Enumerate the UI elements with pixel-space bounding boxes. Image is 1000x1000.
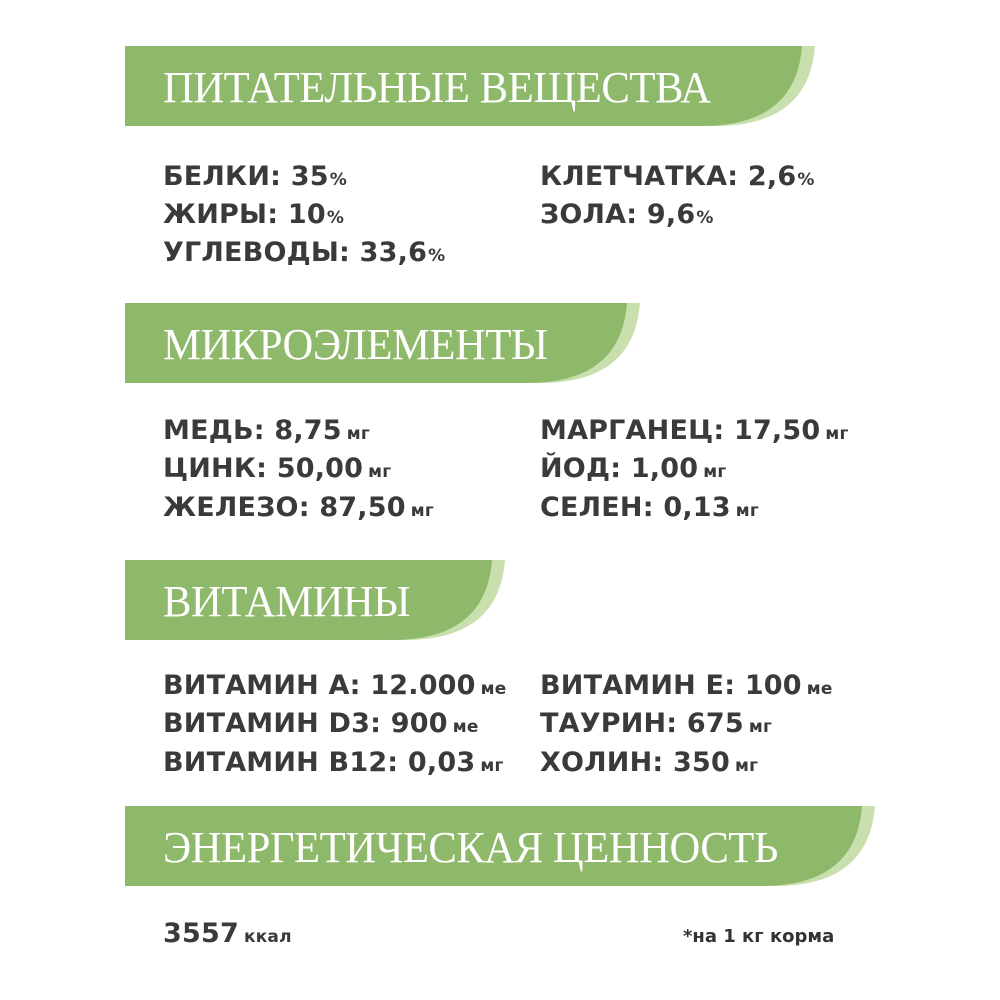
banner-energy	[125, 806, 875, 886]
energy-footnote: *на 1 кг корма	[683, 926, 835, 947]
nutrient-label: ЗОЛА:	[540, 199, 638, 230]
section-title-nutrients: ПИТАТЕЛЬНЫЕ ВЕЩЕСТВА	[163, 63, 711, 112]
nutrient-item	[163, 200, 344, 233]
microelement-value: 1,00	[630, 453, 699, 484]
microelement-label: СЕЛЕН:	[540, 492, 654, 523]
microelement-value: 0,13	[663, 492, 731, 523]
energy-value-line	[163, 919, 292, 952]
vitamin-unit: ме	[452, 717, 479, 737]
microelement-unit: мг	[825, 424, 849, 444]
vitamin-value: 100	[744, 670, 802, 701]
vitamin-item	[540, 748, 758, 781]
microelement-value: 17,50	[733, 415, 821, 446]
section-title-microelements: МИКРОЭЛЕМЕНТЫ	[163, 320, 548, 369]
banner-nutrients	[125, 46, 815, 126]
vitamin-value: 0,03	[407, 747, 476, 778]
vitamin-label: ВИТАМИН D3:	[163, 708, 382, 739]
vitamin-value: 350	[673, 747, 730, 778]
nutrient-value: 33,6	[359, 237, 428, 268]
nutrient-unit: %	[428, 246, 446, 266]
microelement-unit: мг	[368, 462, 392, 482]
banner-vitamins	[125, 560, 505, 640]
nutrient-unit: %	[797, 170, 815, 190]
microelement-item	[163, 416, 370, 449]
vitamin-value: 12.000	[370, 670, 476, 701]
nutrient-item	[540, 162, 815, 195]
nutrient-label: КЛЕТЧАТКА:	[540, 161, 739, 192]
vitamin-label: ТАУРИН:	[540, 708, 678, 739]
nutrient-value: 9,6	[646, 199, 696, 230]
microelement-unit: мг	[346, 424, 370, 444]
nutrient-unit: %	[329, 170, 347, 190]
microelement-label: ЦИНК:	[163, 453, 268, 484]
nutrient-value: 2,6	[747, 161, 797, 192]
vitamin-value: 675	[686, 708, 744, 739]
microelement-item	[540, 416, 849, 449]
vitamin-label: ХОЛИН:	[540, 747, 664, 778]
microelement-label: ЙОД:	[540, 453, 622, 484]
microelement-item	[540, 454, 726, 487]
vitamin-label: ВИТАМИН А:	[163, 670, 361, 701]
nutrient-item	[163, 162, 347, 195]
nutrient-unit: %	[696, 208, 714, 228]
section-title-energy: ЭНЕРГЕТИЧЕСКАЯ ЦЕННОСТЬ	[163, 823, 778, 872]
vitamin-item	[540, 671, 833, 704]
nutrient-value: 10	[287, 199, 326, 230]
vitamin-label: ВИТАМИН Е:	[540, 670, 736, 701]
banner-microelements	[125, 303, 640, 383]
microelement-value: 8,75	[274, 415, 342, 446]
nutrient-item	[540, 200, 714, 233]
vitamin-label: ВИТАМИН В12:	[163, 747, 399, 778]
section-title-vitamins: ВИТАМИНЫ	[163, 577, 411, 626]
vitamin-value: 900	[390, 708, 448, 739]
microelement-item	[540, 493, 759, 526]
vitamin-item	[163, 748, 504, 781]
microelement-label: ЖЕЛЕЗО:	[163, 492, 310, 523]
vitamin-item	[540, 709, 772, 742]
microelement-value: 87,50	[319, 492, 406, 523]
nutrient-value: 35	[290, 161, 329, 192]
nutrient-label: УГЛЕВОДЫ:	[163, 237, 351, 268]
microelement-item	[163, 454, 391, 487]
vitamin-item	[163, 671, 506, 704]
microelement-unit: мг	[735, 501, 759, 521]
vitamin-unit: ме	[480, 679, 507, 699]
nutrient-label: БЕЛКИ:	[163, 161, 282, 192]
vitamin-unit: мг	[748, 717, 773, 737]
nutrient-label: ЖИРЫ:	[163, 199, 279, 230]
microelement-unit: мг	[703, 462, 727, 482]
microelement-label: МАРГАНЕЦ:	[540, 415, 725, 446]
vitamin-unit: мг	[480, 756, 504, 776]
microelement-label: МЕДЬ:	[163, 415, 265, 446]
nutrient-unit: %	[326, 208, 345, 228]
vitamin-unit: мг	[734, 756, 759, 776]
vitamin-unit: ме	[806, 679, 833, 699]
microelement-unit: мг	[410, 501, 434, 521]
microelement-item	[163, 493, 434, 526]
energy-value: 3557	[163, 918, 239, 949]
energy-unit: ккал	[243, 927, 292, 947]
nutrient-item	[163, 238, 445, 271]
microelement-value: 50,00	[276, 453, 364, 484]
vitamin-item	[163, 709, 479, 742]
